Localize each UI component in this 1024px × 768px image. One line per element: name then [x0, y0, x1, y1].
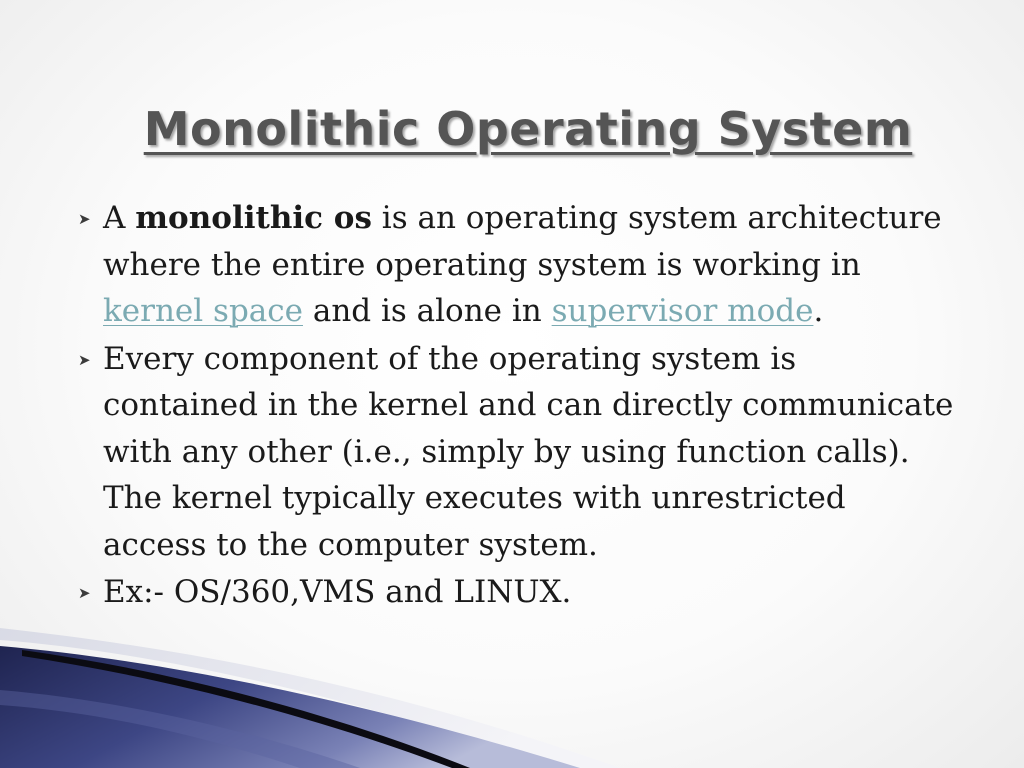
bullet-item-components [76, 336, 956, 569]
bullet1-text-d: . [813, 293, 824, 329]
bullet-list [76, 195, 956, 617]
bullet2-text: Every component of the operating system is contained in the kernel and can directly communicate with any other (i.e., simply by using function calls). The kernel typically executes with unrestricted access to the computer system. [103, 340, 954, 563]
arrow-bullet-icon: ➤ [78, 584, 91, 602]
bullet3-text: Ex:- OS/360,VMS and LINUX. [103, 574, 572, 610]
arrow-bullet-icon: ➤ [78, 350, 91, 369]
kernel-space-link[interactable]: kernel space [103, 293, 303, 329]
bullet-item-definition [76, 195, 956, 335]
bullet1-text-b: is an operating system architecture where the entire operating system is working in [103, 200, 942, 283]
slide-title: Monolithic Operating System [143, 102, 913, 156]
bullet1-bold-term: monolithic os [135, 200, 372, 236]
supervisor-mode-link[interactable]: supervisor mode [551, 293, 814, 329]
bullet1-text-c: and is alone in [302, 293, 552, 329]
arrow-bullet-icon: ➤ [78, 210, 91, 228]
bullet-item-examples [76, 569, 956, 616]
bullet1-text-a: A [103, 200, 136, 236]
